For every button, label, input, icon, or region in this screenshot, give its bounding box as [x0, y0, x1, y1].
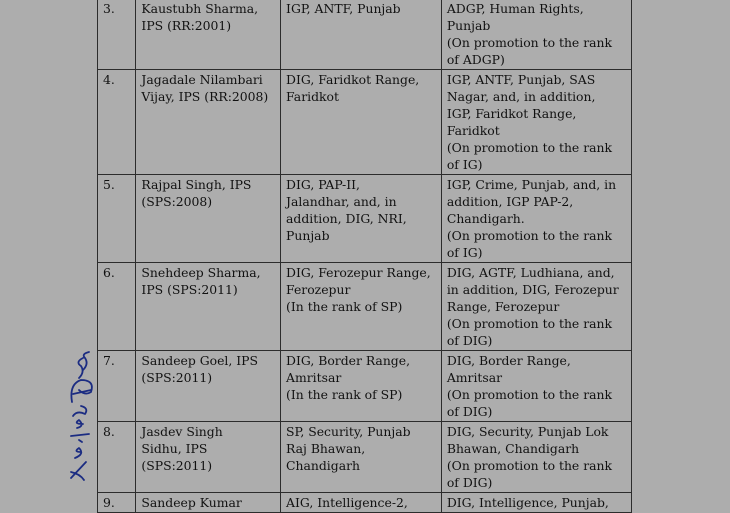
new-posting-line: (On promotion to the rank	[446, 458, 613, 473]
officer-name-line: IPS (SPS:2011)	[141, 282, 238, 297]
serial-number-cell: 7.	[98, 351, 136, 422]
new-posting-cell	[441, 493, 631, 513]
table-row	[98, 70, 632, 175]
serial-number-cell: 3.	[98, 0, 136, 70]
new-posting-line: of ADGP)	[446, 52, 505, 67]
new-posting-cell	[441, 0, 631, 70]
serial-number-cell: 4.	[98, 70, 136, 175]
handwritten-signature	[55, 350, 100, 485]
table-row	[98, 351, 632, 422]
serial-number-cell: 8.	[98, 422, 136, 493]
new-posting-cell	[441, 351, 631, 422]
present-posting-line: Raj Bhawan,	[286, 441, 366, 456]
present-posting-line: Punjab	[286, 228, 330, 243]
officer-name-line: (SPS:2011)	[141, 458, 213, 473]
officer-name-cell	[136, 263, 281, 351]
present-posting-line: AIG, Intelligence-2,	[286, 495, 408, 510]
present-posting-cell	[281, 493, 442, 513]
new-posting-line: Chandigarh.	[446, 211, 525, 226]
new-posting-line: of IG)	[446, 157, 483, 172]
officer-name-line: Kaustubh Sharma,	[141, 1, 259, 16]
present-posting-line: DIG, Border Range,	[286, 353, 411, 368]
present-posting-line: Amritsar	[286, 370, 342, 385]
officer-name-cell	[136, 351, 281, 422]
new-posting-line: of DIG)	[446, 404, 493, 419]
table-row	[98, 0, 632, 70]
new-posting-line: Nagar, and, in addition,	[446, 89, 596, 104]
present-posting-line: DIG, Ferozepur Range,	[286, 265, 431, 280]
new-posting-line: Amritsar	[446, 370, 503, 385]
new-posting-cell	[441, 175, 631, 263]
officer-name-line: IPS (RR:2001)	[141, 18, 232, 33]
officer-name-line: Rajpal Singh, IPS	[141, 177, 252, 192]
officer-name-line: Vijay, IPS (RR:2008)	[141, 89, 269, 104]
new-posting-line: of DIG)	[446, 475, 493, 490]
present-posting-line: IGP, ANTF, Punjab	[286, 1, 401, 16]
present-posting-line: Chandigarh	[286, 458, 360, 473]
officer-name-line: (SPS:2011)	[141, 370, 213, 385]
present-posting-line: addition, DIG, NRI,	[286, 211, 407, 226]
table-row	[98, 422, 632, 493]
officer-name-cell	[136, 422, 281, 493]
new-posting-line: in addition, DIG, Ferozepur	[446, 282, 619, 297]
officer-name-cell	[136, 175, 281, 263]
present-posting-cell	[281, 0, 442, 70]
serial-number-cell: 6.	[98, 263, 136, 351]
present-posting-cell	[281, 263, 442, 351]
present-posting-line: (In the rank of SP)	[286, 299, 403, 314]
officer-name-line: Jagadale Nilambari	[141, 72, 263, 87]
new-posting-line: of IG)	[446, 245, 483, 260]
present-posting-line: SP, Security, Punjab	[286, 424, 411, 439]
new-posting-cell	[441, 422, 631, 493]
new-posting-line: (On promotion to the rank	[446, 35, 613, 50]
new-posting-cell	[441, 70, 631, 175]
new-posting-line: ADGP, Human Rights,	[446, 1, 584, 16]
new-posting-line: IGP, Faridkot Range,	[446, 106, 577, 121]
serial-number-cell: 5.	[98, 175, 136, 263]
new-posting-line: (On promotion to the rank	[446, 228, 613, 243]
new-posting-line: IGP, ANTF, Punjab, SAS	[446, 72, 596, 87]
present-posting-cell	[281, 422, 442, 493]
present-posting-cell	[281, 351, 442, 422]
officer-name-line: Sidhu, IPS	[141, 441, 208, 456]
new-posting-line: DIG, AGTF, Ludhiana, and,	[446, 265, 615, 280]
new-posting-line: Range, Ferozepur	[446, 299, 560, 314]
officer-name-cell	[136, 493, 281, 513]
new-posting-line: IGP, Crime, Punjab, and, in	[446, 177, 617, 192]
present-posting-cell	[281, 70, 442, 175]
table-row	[98, 263, 632, 351]
officer-name-cell	[136, 70, 281, 175]
table-row	[98, 175, 632, 263]
present-posting-line: DIG, Faridkot Range,	[286, 72, 420, 87]
new-posting-line: (On promotion to the rank	[446, 140, 613, 155]
officer-name-line: Sandeep Goel, IPS	[141, 353, 258, 368]
new-posting-line: of DIG)	[446, 333, 493, 348]
new-posting-line: DIG, Border Range,	[446, 353, 571, 368]
present-posting-line: Faridkot	[286, 89, 339, 104]
present-posting-line: (In the rank of SP)	[286, 387, 403, 402]
new-posting-line: Faridkot	[446, 123, 500, 138]
new-posting-line: Bhawan, Chandigarh	[446, 441, 580, 456]
serial-number-cell: 9.	[98, 493, 136, 513]
new-posting-line: addition, IGP PAP-2,	[446, 194, 574, 209]
new-posting-line: Punjab	[446, 18, 491, 33]
new-posting-line: DIG, Security, Punjab Lok	[446, 424, 609, 439]
new-posting-line: (On promotion to the rank	[446, 387, 613, 402]
officer-name-line: (SPS:2008)	[141, 194, 213, 209]
new-posting-cell	[441, 263, 631, 351]
new-posting-line: (On promotion to the rank	[446, 316, 613, 331]
new-posting-line: DIG, Intelligence, Punjab,	[446, 495, 609, 510]
officer-name-line: Snehdeep Sharma,	[141, 265, 261, 280]
table-row	[98, 493, 632, 513]
present-posting-line: DIG, PAP-II,	[286, 177, 360, 192]
officer-name-cell	[136, 0, 281, 70]
posting-table	[97, 0, 632, 513]
present-posting-cell	[281, 175, 442, 263]
officer-name-line: Sandeep Kumar	[141, 495, 242, 510]
officer-name-line: Jasdev Singh	[141, 424, 223, 439]
present-posting-line: Jalandhar, and, in	[286, 194, 397, 209]
present-posting-line: Ferozepur	[286, 282, 351, 297]
